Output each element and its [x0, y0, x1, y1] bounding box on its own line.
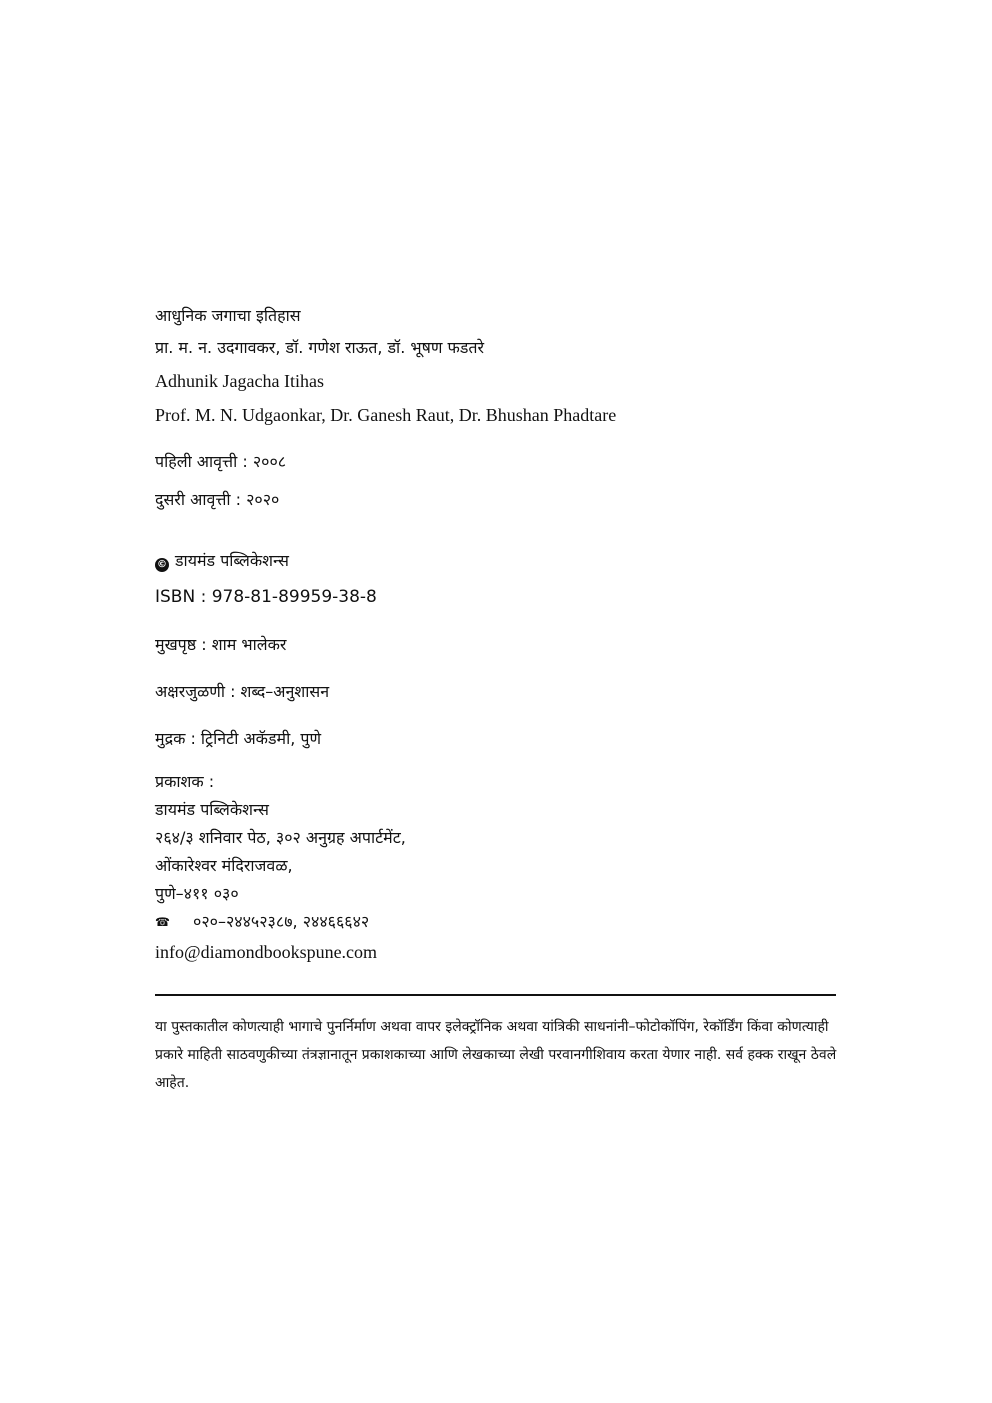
cover-credit: मुखपृष्ठ : शाम भालेकर	[155, 635, 287, 654]
rights-disclaimer: या पुस्तकातील कोणत्याही भागाचे पुनर्निर्माण अथवा वापर इलेक्ट्रॉनिक अथवा यांत्रिकी साधनांनी–फोटोकॉपिंग, रेकॉर्डिंग किंवा कोणत्याही प्रकारे माहिती साठवणुकीच्या तंत्रज्ञानातून प्रकाशकाच्या आणि लेखकाच्या लेखी परवानगीशिवाय करता येणार नाही. सर्व हक्क राखून ठेवले आहेत.	[155, 1019, 837, 1091]
publisher-phone: ०२०–२४४५२३८७, २४४६६६४२	[193, 912, 370, 931]
authors-marathi: प्रा. म. न. उदगावकर, डॉ. गणेश राऊत, डॉ. भूषण फडतरे	[155, 338, 485, 357]
publisher-email: info@diamondbookspune.com	[155, 942, 378, 962]
divider	[155, 994, 836, 996]
second-edition: दुसरी आवृत्ती : २०२०	[155, 490, 280, 509]
copyright-icon: ©	[157, 559, 167, 570]
copyright-line	[155, 549, 289, 572]
publisher-city: पुणे–४११ ०३०	[155, 884, 239, 903]
publisher-address-line2: ओंकारेश्वर मंदिराजवळ,	[155, 856, 293, 875]
authors-english: Prof. M. N. Udgaonkar, Dr. Ganesh Raut, Dr. Bhushan Phadtare	[155, 405, 617, 425]
publisher-label: प्रकाशक :	[155, 772, 215, 791]
publisher-address-line1: २६४/३ शनिवार पेठ, ३०२ अनुग्रह अपार्टमेंट,	[155, 828, 406, 847]
title-marathi: आधुनिक जगाचा इतिहास	[155, 306, 301, 325]
typesetting-credit: अक्षरजुळणी : शब्द–अनुशासन	[155, 682, 330, 701]
phone-icon: ☎	[155, 915, 170, 929]
publisher-phone-line	[155, 910, 369, 932]
isbn: ISBN : 978-81-89959-38-8	[155, 587, 377, 607]
first-edition: पहिली आवृत्ती : २००८	[155, 452, 287, 471]
printer-credit: मुद्रक : ट्रिनिटी अकॅडमी, पुणे	[155, 729, 322, 748]
title-english: Adhunik Jagacha Itihas	[155, 371, 324, 391]
publisher-name: डायमंड पब्लिकेशन्स	[155, 800, 269, 819]
copyright-holder: डायमंड पब्लिकेशन्स	[175, 551, 289, 570]
